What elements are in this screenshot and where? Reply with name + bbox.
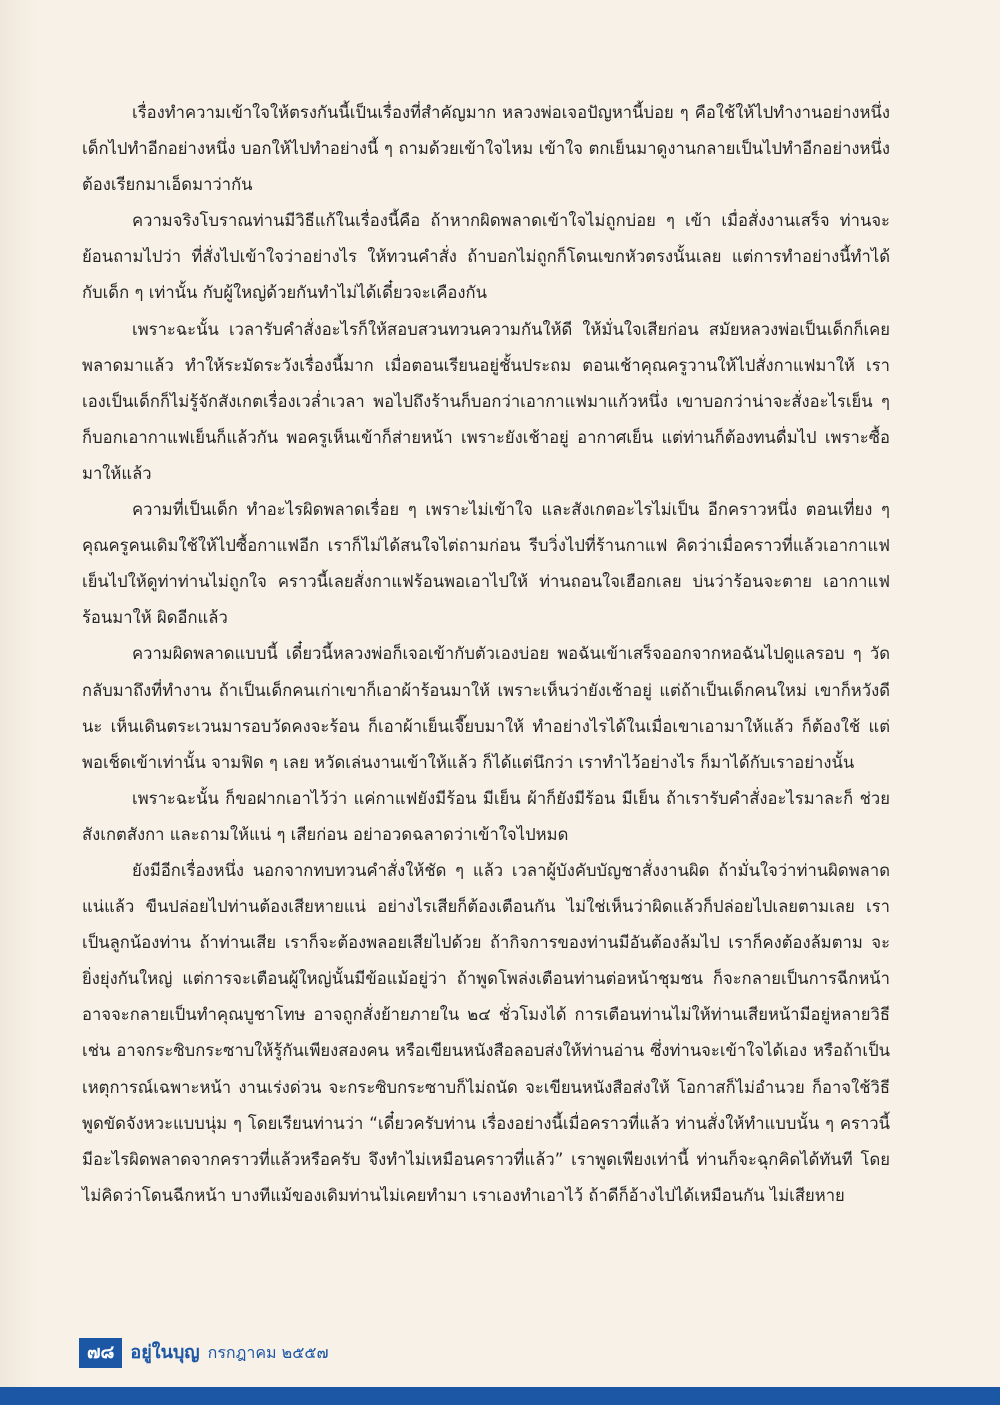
paragraph-4: ความที่เป็นเด็ก ทำอะไรผิดพลาดเรื่อย ๆ เพราะไม่เข้าใจ และสังเกตอะไรไม่เป็น อีกคราวหนึ่ง ตอนเที่ยง ๆ คุณครูคนเดิมใช้ให้ไปซื้อกาแฟอีก เราก็ไม่ได้สนใจไต่ถามก่อน รีบวิ่งไปที่ร้านกาแฟ คิดว่าเมื่อคราวที่แล้วเอากาแฟเย็นไปให้ดูท่าท่านไม่ถูกใจ คราวนี้เลยสั่งกาแฟร้อนพอเอาไปให้ ท่านถอนใจเฮือกเลย บ่นว่าร้อนจะตาย เอากาแฟร้อนมาให้ ผิดอีกแล้ว bbox=[82, 500, 890, 628]
paragraph-3: เพราะฉะนั้น เวลารับคำสั่งอะไรก็ให้สอบสวนทวนความกันให้ดี ให้มั่นใจเสียก่อน สมัยหลวงพ่อเป็นเด็กก็เคยพลาดมาแล้ว ทำให้ระมัดระวังเรื่องนี้มาก เมื่อตอนเรียนอยู่ชั้นประถม ตอนเช้าคุณครูวานให้ไปสั่งกาแฟมาให้ เราเองเป็นเด็กก็ไม่รู้จักสังเกตเรื่องเวล่ำเวลา พอไปถึงร้านก็บอกว่าเอากาแฟมาแก้วหนึ่ง เขาบอกว่าน่าจะสั่งอะไรเย็น ๆ ก็บอกเอากาแฟเย็นก็แล้วกัน พอครูเห็นเข้าก็ส่ายหน้า เพราะยังเช้าอยู่ อากาศเย็น แต่ท่านก็ต้องทนดื่มไป เพราะซื้อมาให้แล้ว bbox=[82, 319, 890, 483]
publication-title: อยู่ในบุญ bbox=[130, 1342, 200, 1363]
issue-date: กรกฎาคม ๒๕๕๗ bbox=[207, 1343, 329, 1362]
paragraph-1: เรื่องทำความเข้าใจให้ตรงกันนี้เป็นเรื่องที่สำคัญมาก หลวงพ่อเจอปัญหานี้บ่อย ๆ คือใช้ให้ไปทำงานอย่างหนึ่ง เด็กไปทำอีกอย่างหนึ่ง บอกให้ไปทำอย่างนี้ ๆ ถามด้วยเข้าใจไหม เข้าใจ ตกเย็นมาดูงานกลายเป็นไปทำอีกอย่างหนึ่ง ต้องเรียกมาเอ็ดมาว่ากัน bbox=[82, 103, 890, 195]
paragraph-7: ยังมีอีกเรื่องหนึ่ง นอกจากทบทวนคำสั่งให้ชัด ๆ แล้ว เวลาผู้บังคับบัญชาสั่งงานผิด ถ้ามั่นใจว่าท่านผิดพลาดแน่แล้ว ขืนปล่อยไปท่านต้องเสียหายแน่ อย่างไรเสียก็ต้องเตือนกัน ไม่ใช่เห็นว่าผิดแล้วก็ปล่อยไปเลยตามเลย เราเป็นลูกน้องท่าน ถ้าท่านเสีย เราก็จะต้องพลอยเสียไปด้วย ถ้ากิจการของท่านมีอันต้องล้มไป เราก็คงต้องล้มตาม จะยิ่งยุ่งกันใหญ่ แต่การจะเตือนผู้ใหญ่นั้นมีข้อแม้อยู่ว่า ถ้าพูดโพล่งเตือนท่านต่อหน้าชุมชน ก็จะกลายเป็นการฉีกหน้า อาจจะกลายเป็นทำคุณบูชาโทษ อาจถูกสั่งย้ายภายใน ๒๔ ชั่วโมงได้ การเตือนท่านไม่ให้ท่านเสียหน้ามีอยู่หลายวิธี เช่น อาจกระซิบกระซาบให้รู้กันเพียงสองคน หรือเขียนหนังสือลอบส่งให้ท่านอ่าน ซึ่งท่านจะเข้าใจได้เอง หรือถ้าเป็นเหตุการณ์เฉพาะหน้า งานเร่งด่วน จะกระซิบกระซาบก็ไม่ถนัด จะเขียนหนังสือส่งให้ โอกาสก็ไม่อำนวย ก็อาจใช้วิธีพูดขัดจังหวะแบบนุ่ม ๆ โดยเรียนท่านว่า “เดี๋ยวครับท่าน เรื่องอย่างนี้เมื่อคราวที่แล้ว ท่านสั่งให้ทำแบบนั้น ๆ คราวนี้มีอะไรผิดพลาดจากคราวที่แล้วหรือครับ จึงทำไม่เหมือนคราวที่แล้ว” เราพูดเพียงเท่านี้ ท่านก็จะฉุกคิดได้ทันที โดยไม่คิดว่าโดนฉีกหน้า บางทีแม้ของเดิมท่านไม่เคยทำมา เราเองทำเอาไว้ ถ้าดีก็อ้างไปได้เหมือนกัน ไม่เสียหาย bbox=[82, 860, 890, 1205]
binding-shadow bbox=[0, 0, 38, 1387]
paragraph-5: ความผิดพลาดแบบนี้ เดี๋ยวนี้หลวงพ่อก็เจอเข้ากับตัวเองบ่อย พอฉันเข้าเสร็จออกจากหอฉันไปดูแลรอบ ๆ วัด กลับมาถึงที่ทำงาน ถ้าเป็นเด็กคนเก่าเขาก็เอาผ้าร้อนมาให้ เพราะเห็นว่ายังเช้าอยู่ แต่ถ้าเป็นเด็กคนใหม่ เขาก็หวังดีนะ เห็นเดินตระเวนมารอบวัดคงจะร้อน ก็เอาผ้าเย็นเจี๊ยบมาให้ ทำอย่างไรได้ในเมื่อเขาเอามาให้แล้ว ก็ต้องใช้ แต่พอเช็ดเข้าเท่านั้น จามฟิด ๆ เลย หวัดเล่นงานเข้าให้แล้ว ก็ได้แต่นึกว่า เราทำไว้อย่างไร ก็มาได้กับเราอย่างนั้น bbox=[82, 644, 890, 772]
article-body bbox=[82, 95, 890, 1335]
page-footer bbox=[79, 1338, 328, 1368]
paragraph-2: ความจริงโบราณท่านมีวิธีแก้ในเรื่องนี้คือ ถ้าหากผิดพลาดเข้าใจไม่ถูกบ่อย ๆ เข้า เมื่อสั่งงานเสร็จ ท่านจะย้อนถามไปว่า ที่สั่งไปเข้าใจว่าอย่างไร ให้ทวนคำสั่ง ถ้าบอกไม่ถูกก็โดนเขกหัวตรงนั้นเลย แต่การทำอย่างนี้ทำได้กับเด็ก ๆ เท่านั้น กับผู้ใหญ่ด้วยกันทำไม่ได้เดี๋ยวจะเคืองกัน bbox=[82, 211, 890, 303]
paragraph-6: เพราะฉะนั้น ก็ขอฝากเอาไว้ว่า แค่กาแฟยังมีร้อน มีเย็น ผ้าก็ยังมีร้อน มีเย็น ถ้าเรารับคำสั่งอะไรมาละก็ ช่วยสังเกตสังกา และถามให้แน่ ๆ เสียก่อน อย่าอวดฉลาดว่าเข้าใจไปหมด bbox=[82, 788, 890, 844]
page-number: ๗๘ bbox=[79, 1338, 122, 1368]
